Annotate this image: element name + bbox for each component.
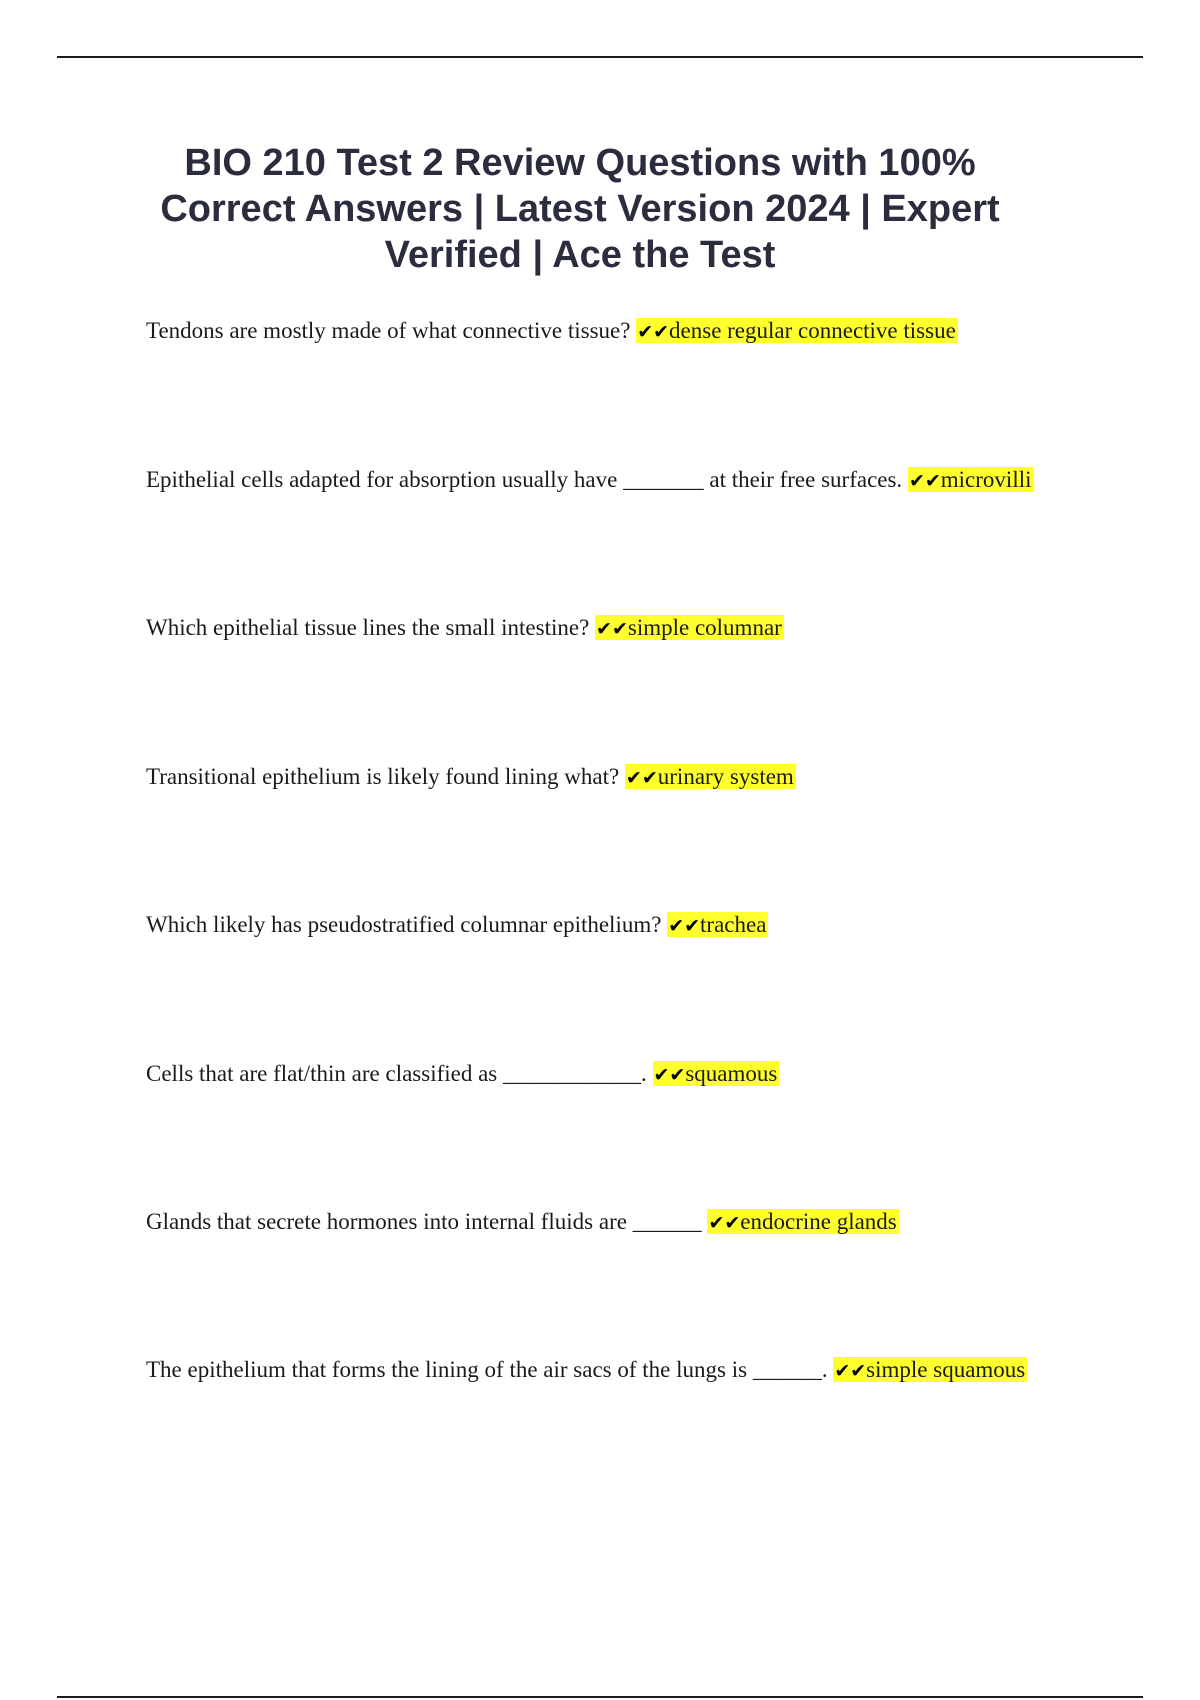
double-check-icon: ✔✔ [637, 321, 670, 343]
question-text: Transitional epithelium is likely found lining what? [146, 764, 620, 789]
qa-item [146, 465, 1034, 496]
answer-highlight [667, 912, 768, 937]
answer-text: squamous [685, 1061, 778, 1086]
answer-highlight [833, 1357, 1027, 1382]
double-check-icon: ✔✔ [708, 1212, 741, 1234]
bottom-rule [57, 1696, 1143, 1698]
document-title: BIO 210 Test 2 Review Questions with 100% Correct Answers | Latest Version 2024 | Expert Verified | Ace the Test [160, 142, 1000, 276]
question-text: Which likely has pseudostratified columnar epithelium? [146, 912, 662, 937]
question-text: Which epithelial tissue lines the small intestine? [146, 615, 590, 640]
double-check-icon: ✔✔ [834, 1360, 867, 1382]
answer-text: simple columnar [627, 615, 782, 640]
answer-highlight [595, 615, 784, 640]
double-check-icon: ✔✔ [668, 915, 701, 937]
answer-text: dense regular connective tissue [669, 318, 956, 343]
qa-item [146, 613, 784, 644]
answer-highlight [653, 1061, 780, 1086]
answer-highlight [636, 318, 958, 343]
double-check-icon: ✔✔ [625, 767, 658, 789]
answer-highlight [908, 467, 1034, 492]
qa-item [146, 910, 768, 941]
double-check-icon: ✔✔ [908, 470, 941, 492]
top-rule [57, 56, 1143, 58]
answer-text: endocrine glands [740, 1209, 897, 1234]
question-text: Glands that secrete hormones into internal fluids are ______ [146, 1209, 702, 1234]
answer-text: trachea [700, 912, 767, 937]
answer-text: urinary system [657, 764, 794, 789]
answer-highlight [625, 764, 796, 789]
answer-text: microvilli [940, 467, 1032, 492]
double-check-icon: ✔✔ [596, 618, 628, 640]
qa-item [146, 1207, 899, 1238]
double-check-icon: ✔✔ [653, 1064, 686, 1086]
question-text: Epithelial cells adapted for absorption usually have _______ at their free surfaces. [146, 467, 903, 492]
question-text: Cells that are flat/thin are classified as ____________. [146, 1061, 647, 1086]
question-text: Tendons are mostly made of what connective tissue? [146, 318, 631, 343]
qa-item [146, 762, 796, 793]
qa-item [146, 316, 958, 347]
question-text: The epithelium that forms the lining of the air sacs of the lungs is ______. [146, 1357, 828, 1382]
answer-text: simple squamous [866, 1357, 1026, 1382]
qa-item [146, 1355, 1027, 1386]
answer-highlight [707, 1209, 898, 1234]
qa-item [146, 1059, 779, 1090]
